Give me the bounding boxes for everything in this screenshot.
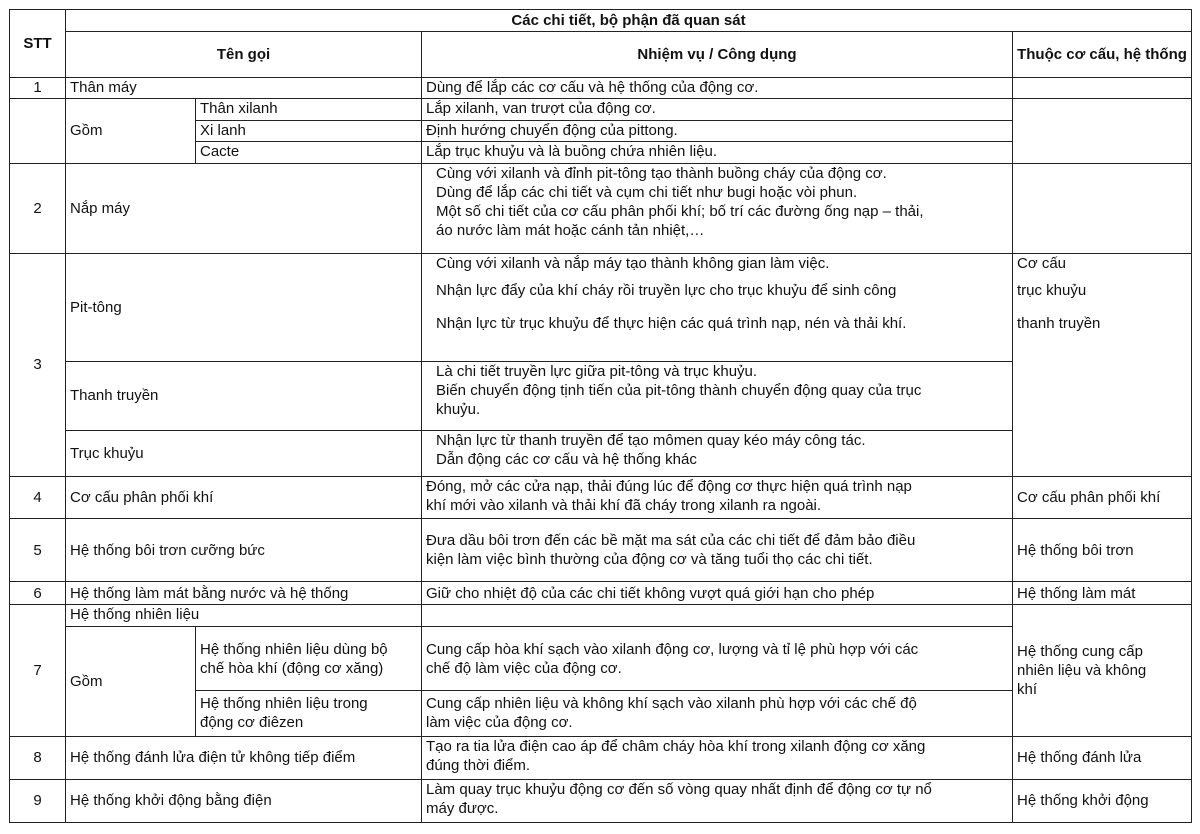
header-stt: STT <box>10 10 66 78</box>
table-row <box>10 736 1192 779</box>
name-line: động cơ điêzen <box>200 714 304 732</box>
row-duty: Dùng để lắp các cơ cấu và hệ thống của động cơ. <box>422 77 1013 99</box>
duty-line: áo nước làm mát hoặc cánh tản nhiệt,… <box>436 221 705 239</box>
table-row <box>10 163 1192 253</box>
duty-line: Nhận lực đẩy của khí cháy rồi truyền lực cho trục khuỷu để sinh công <box>436 281 897 299</box>
duty-line: làm việc của động cơ. <box>426 714 573 732</box>
duty-line: khí mới vào xilanh và thải khí đã cháy trong xilanh ra ngoài. <box>426 496 822 514</box>
belongs-line: Hệ thống cung cấp <box>1017 642 1143 660</box>
row-duty <box>422 779 1013 822</box>
header-duty: Nhiệm vụ / Công dụng <box>422 31 1013 77</box>
header-name: Tên gọi <box>66 31 422 77</box>
table-row <box>10 77 1192 99</box>
header-row-1 <box>10 10 1192 32</box>
row-duty: Giữ cho nhiệt độ của các chi tiết không vượt quá giới hạn cho phép <box>422 582 1013 605</box>
sub-item-name: Xi lanh <box>196 120 422 142</box>
row-belongs <box>1013 77 1192 99</box>
name-line: Hệ thống nhiên liệu trong <box>200 695 368 713</box>
row-duty <box>422 518 1013 581</box>
duty-line: kiện làm việc bình thường của động cơ và tăng tuổi thọ các chi tiết. <box>426 551 873 569</box>
row-stt: 7 <box>10 604 66 736</box>
row-belongs: Hệ thống bôi trơn <box>1013 518 1192 581</box>
duty-line: Cùng với xilanh và đỉnh pit-tông tạo thành buồng cháy của động cơ. <box>436 164 887 182</box>
table-row <box>10 476 1192 518</box>
belongs-line: khí <box>1017 680 1038 698</box>
duty-line: đúng thời điểm. <box>426 756 531 774</box>
row-belongs: Hệ thống khởi động <box>1013 779 1192 822</box>
row-stt: 1 <box>10 77 66 99</box>
duty-line: Nhận lực từ trục khuỷu để thực hiện các quá trình nạp, nén và thải khí. <box>436 314 907 332</box>
table-row <box>10 99 1192 121</box>
duty-line: Nhận lực từ thanh truyền để tạo mômen quay kéo máy công tác. <box>436 431 866 449</box>
row-name: Hệ thống bôi trơn cưỡng bức <box>66 518 422 581</box>
row-belongs <box>1013 253 1192 476</box>
duty-line: Cung cấp nhiên liệu và không khí sạch vào xilanh phù hợp với các chế độ <box>426 695 917 713</box>
sub-item-duty: Lắp trục khuỷu và là buồng chứa nhiên liệu. <box>422 142 1013 164</box>
belongs-line: nhiên liệu và không <box>1017 661 1147 679</box>
parts-table <box>9 9 1192 823</box>
row-stt: 2 <box>10 163 66 253</box>
duty-line: Dẫn động các cơ cấu và hệ thống khác <box>436 450 697 468</box>
table-row <box>10 779 1192 822</box>
header-belongs: Thuộc cơ cấu, hệ thống <box>1013 31 1192 77</box>
row-name: Nắp máy <box>66 163 422 253</box>
row-duty <box>422 476 1013 518</box>
row-duty <box>422 253 1013 362</box>
sub-item-name <box>196 627 422 690</box>
header-group: Các chi tiết, bộ phận đã quan sát <box>66 10 1192 32</box>
duty-line: máy được. <box>426 799 499 817</box>
row-belongs: Hệ thống làm mát <box>1013 582 1192 605</box>
sub-item-name: Thân xilanh <box>196 99 422 121</box>
header-row-2 <box>10 31 1192 77</box>
row-stt <box>10 99 66 164</box>
row-name: Cơ cấu phân phối khí <box>66 476 422 518</box>
row-name: Thân máy <box>66 77 422 99</box>
row-name: Hệ thống nhiên liệu <box>66 604 422 627</box>
row-belongs <box>1013 99 1192 164</box>
row-name: Hệ thống làm mát bằng nước và hệ thống <box>66 582 422 605</box>
row-stt: 5 <box>10 518 66 581</box>
row-name: Trục khuỷu <box>66 430 422 476</box>
row-duty <box>422 430 1013 476</box>
row-duty <box>422 736 1013 779</box>
row-sub-label: Gồm <box>66 627 196 737</box>
sub-item-duty: Lắp xilanh, van trượt của động cơ. <box>422 99 1013 121</box>
duty-line: Cùng với xilanh và nắp máy tạo thành không gian làm việc. <box>436 254 830 272</box>
row-name: Thanh truyền <box>66 362 422 431</box>
row-name: Hệ thống khởi động bằng điện <box>66 779 422 822</box>
row-belongs: Cơ cấu phân phối khí <box>1013 476 1192 518</box>
row-duty <box>422 362 1013 431</box>
sub-item-name: Cacte <box>196 142 422 164</box>
duty-line: Cung cấp hòa khí sạch vào xilanh động cơ, lượng và tỉ lệ phù hợp với các <box>426 640 919 658</box>
table-row <box>10 253 1192 362</box>
row-stt: 4 <box>10 476 66 518</box>
sub-item-duty <box>422 690 1013 736</box>
duty-line: Biến chuyển động tịnh tiến của pit-tông thành chuyển động quay của trục <box>436 382 922 400</box>
sub-item-duty: Định hướng chuyển động của pittong. <box>422 120 1013 142</box>
row-stt: 8 <box>10 736 66 779</box>
duty-line: Dùng để lắp các chi tiết và cụm chi tiết như bugi hoặc vòi phun. <box>436 183 858 201</box>
parts-table-sheet <box>9 9 1191 823</box>
table-row <box>10 604 1192 627</box>
table-row <box>10 582 1192 605</box>
row-name: Hệ thống đánh lửa điện tử không tiếp điểm <box>66 736 422 779</box>
row-belongs <box>1013 604 1192 736</box>
belongs-line: thanh truyền <box>1017 314 1101 332</box>
belongs-line: Cơ cấu <box>1017 254 1067 272</box>
row-stt: 3 <box>10 253 66 476</box>
row-stt: 6 <box>10 582 66 605</box>
sub-item-name <box>196 690 422 736</box>
name-line: Hệ thống nhiên liệu dùng bộ <box>200 640 388 658</box>
row-stt: 9 <box>10 779 66 822</box>
belongs-line: trục khuỷu <box>1017 281 1087 299</box>
duty-line: khuỷu. <box>436 401 481 419</box>
row-duty <box>422 604 1013 627</box>
row-duty <box>422 163 1013 253</box>
duty-line: Làm quay trục khuỷu động cơ đến số vòng quay nhất định để động cơ tự nổ <box>426 780 932 798</box>
row-name: Pit-tông <box>66 253 422 362</box>
duty-line: Đưa dầu bôi trơn đến các bề mặt ma sát của các chi tiết để đảm bảo điều <box>426 532 916 550</box>
row-belongs <box>1013 163 1192 253</box>
duty-line: Là chi tiết truyền lực giữa pit-tông và trục khuỷu. <box>436 363 758 381</box>
table-row <box>10 518 1192 581</box>
row-sub-label: Gồm <box>66 99 196 164</box>
row-belongs: Hệ thống đánh lửa <box>1013 736 1192 779</box>
duty-line: Một số chi tiết của cơ cấu phân phối khí; bố trí các đường ống nạp – thải, <box>436 202 924 220</box>
name-line: chế hòa khí (động cơ xăng) <box>200 659 384 677</box>
sub-item-duty <box>422 627 1013 690</box>
duty-line: chế độ làm việc của động cơ. <box>426 659 622 677</box>
duty-line: Tạo ra tia lửa điện cao áp để châm cháy hòa khí trong xilanh động cơ xăng <box>426 737 926 755</box>
duty-line: Đóng, mở các cửa nạp, thải đúng lúc để động cơ thực hiện quá trình nạp <box>426 477 912 495</box>
